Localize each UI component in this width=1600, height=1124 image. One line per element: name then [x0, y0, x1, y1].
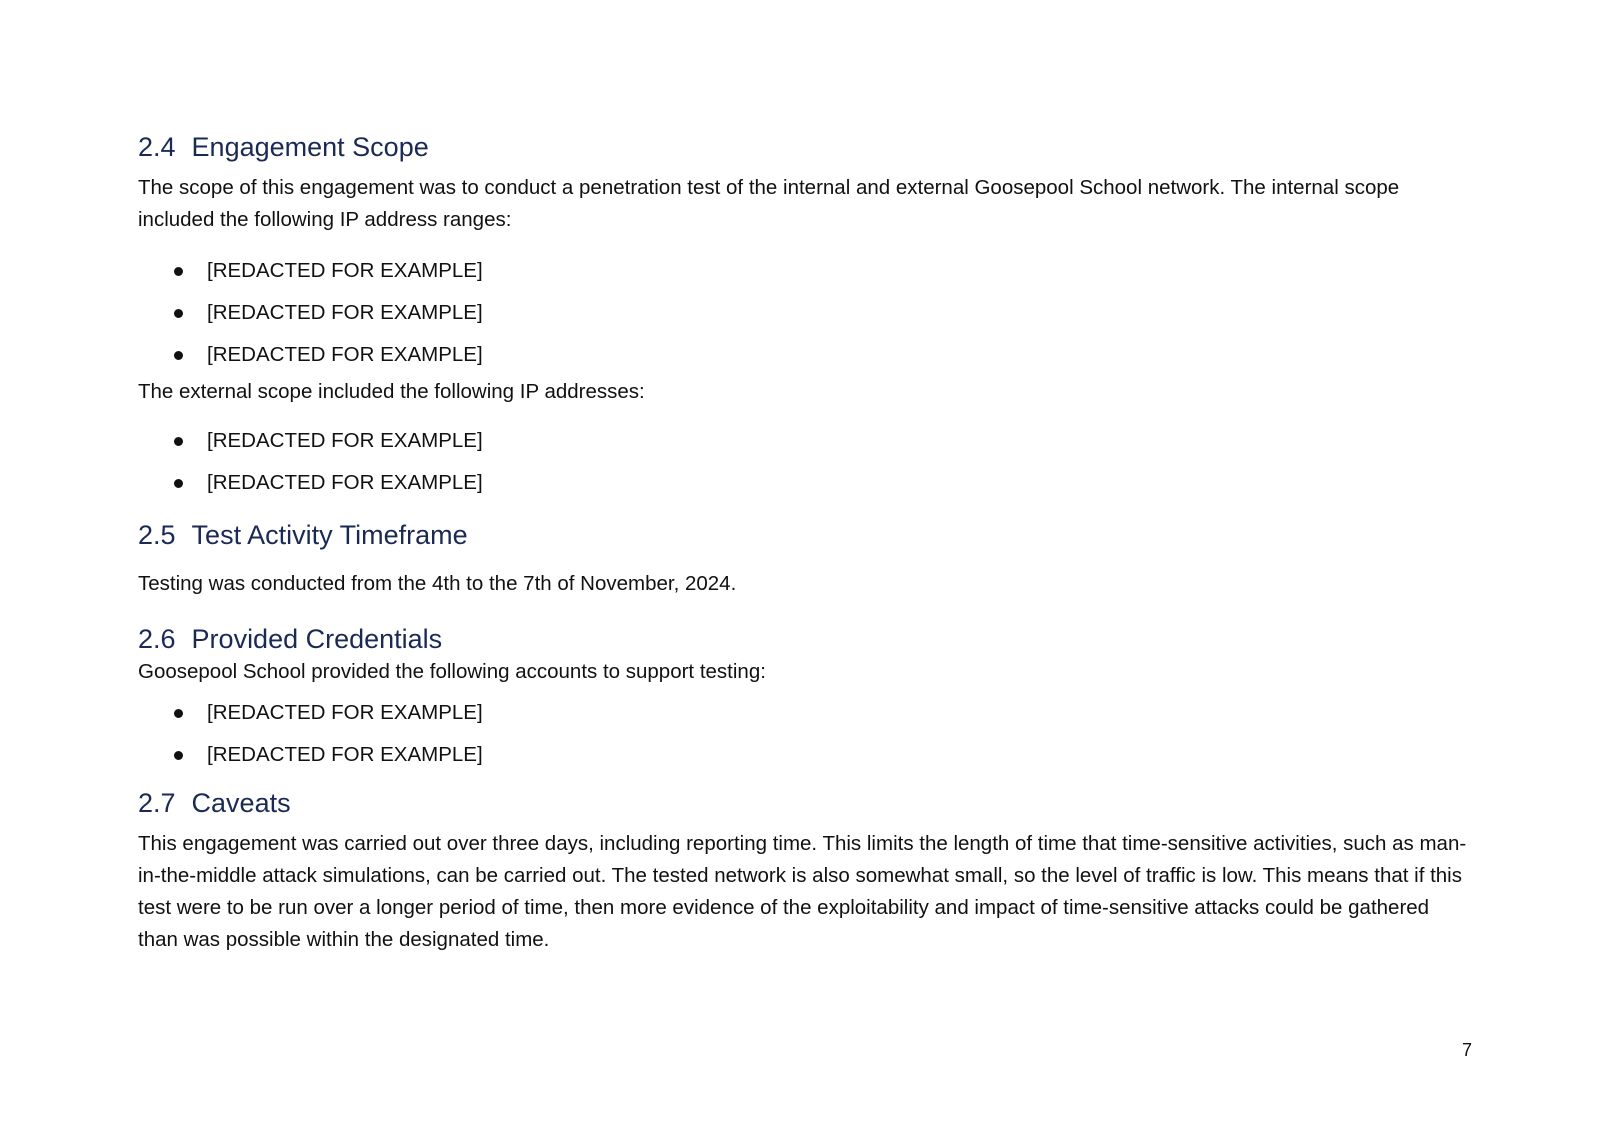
section-heading: [138, 518, 1468, 552]
list-item: [138, 462, 1468, 504]
section-provided-credentials: [138, 622, 1468, 776]
section-test-activity-timeframe: [138, 518, 1468, 600]
section-number: 2.4: [138, 132, 176, 162]
list-item-text: [REDACTED FOR EXAMPLE]: [207, 471, 483, 494]
page-number: 7: [1461, 1040, 1472, 1060]
bullet-icon: [174, 709, 183, 718]
list-item-text: [REDACTED FOR EXAMPLE]: [207, 743, 483, 766]
external-scope-list: [138, 420, 1468, 504]
page-content: [138, 130, 1468, 956]
bullet-icon: [174, 267, 183, 276]
bullet-icon: [174, 751, 183, 760]
section-number: 2.6: [138, 624, 176, 654]
list-item-text: [REDACTED FOR EXAMPLE]: [207, 343, 483, 366]
internal-scope-list: [138, 250, 1468, 376]
bullet-icon: [174, 437, 183, 446]
credentials-intro: Goosepool School provided the following accounts to support testing:: [138, 660, 766, 683]
section-title: Engagement Scope: [191, 132, 429, 162]
section-title: Test Activity Timeframe: [191, 520, 468, 550]
bullet-icon: [174, 479, 183, 488]
section-caveats: [138, 786, 1468, 956]
list-item: [138, 420, 1468, 462]
section-title: Provided Credentials: [191, 624, 443, 654]
caveats-paragraph: This engagement was carried out over three days, including reporting time. This limits the length of time that time-sensitive activities, such as man-in-the-middle attack simulations, can be carried out. The tested network is also somewhat small, so the level of traffic is low. This means that if this test were to be run over a longer period of time, then more evidence of the exploitability and impact of time-sensitive attacks could be gathered than was possible within the designated time.: [138, 832, 1467, 951]
list-item-text: [REDACTED FOR EXAMPLE]: [207, 259, 483, 282]
timeframe-paragraph: Testing was conducted from the 4th to the 7th of November, 2024.: [138, 572, 737, 595]
section-number: 2.5: [138, 520, 176, 550]
list-item: [138, 734, 1468, 776]
list-item-text: [REDACTED FOR EXAMPLE]: [207, 429, 483, 452]
section-title: Caveats: [191, 788, 291, 818]
credentials-list: [138, 692, 1468, 776]
section-heading: [138, 786, 1468, 820]
list-item: [138, 250, 1468, 292]
list-item-text: [REDACTED FOR EXAMPLE]: [207, 701, 483, 724]
bullet-icon: [174, 351, 183, 360]
list-item-text: [REDACTED FOR EXAMPLE]: [207, 301, 483, 324]
list-item: [138, 334, 1468, 376]
list-item: [138, 292, 1468, 334]
external-scope-intro: The external scope included the following IP addresses:: [138, 380, 645, 403]
list-item: [138, 692, 1468, 734]
section-number: 2.7: [138, 788, 176, 818]
scope-intro-paragraph: The scope of this engagement was to conduct a penetration test of the internal and external Goosepool School network. The internal scope included the following IP address ranges:: [138, 176, 1400, 231]
bullet-icon: [174, 309, 183, 318]
section-heading: [138, 622, 1468, 656]
section-engagement-scope: [138, 130, 1468, 504]
section-heading: [138, 130, 1468, 164]
